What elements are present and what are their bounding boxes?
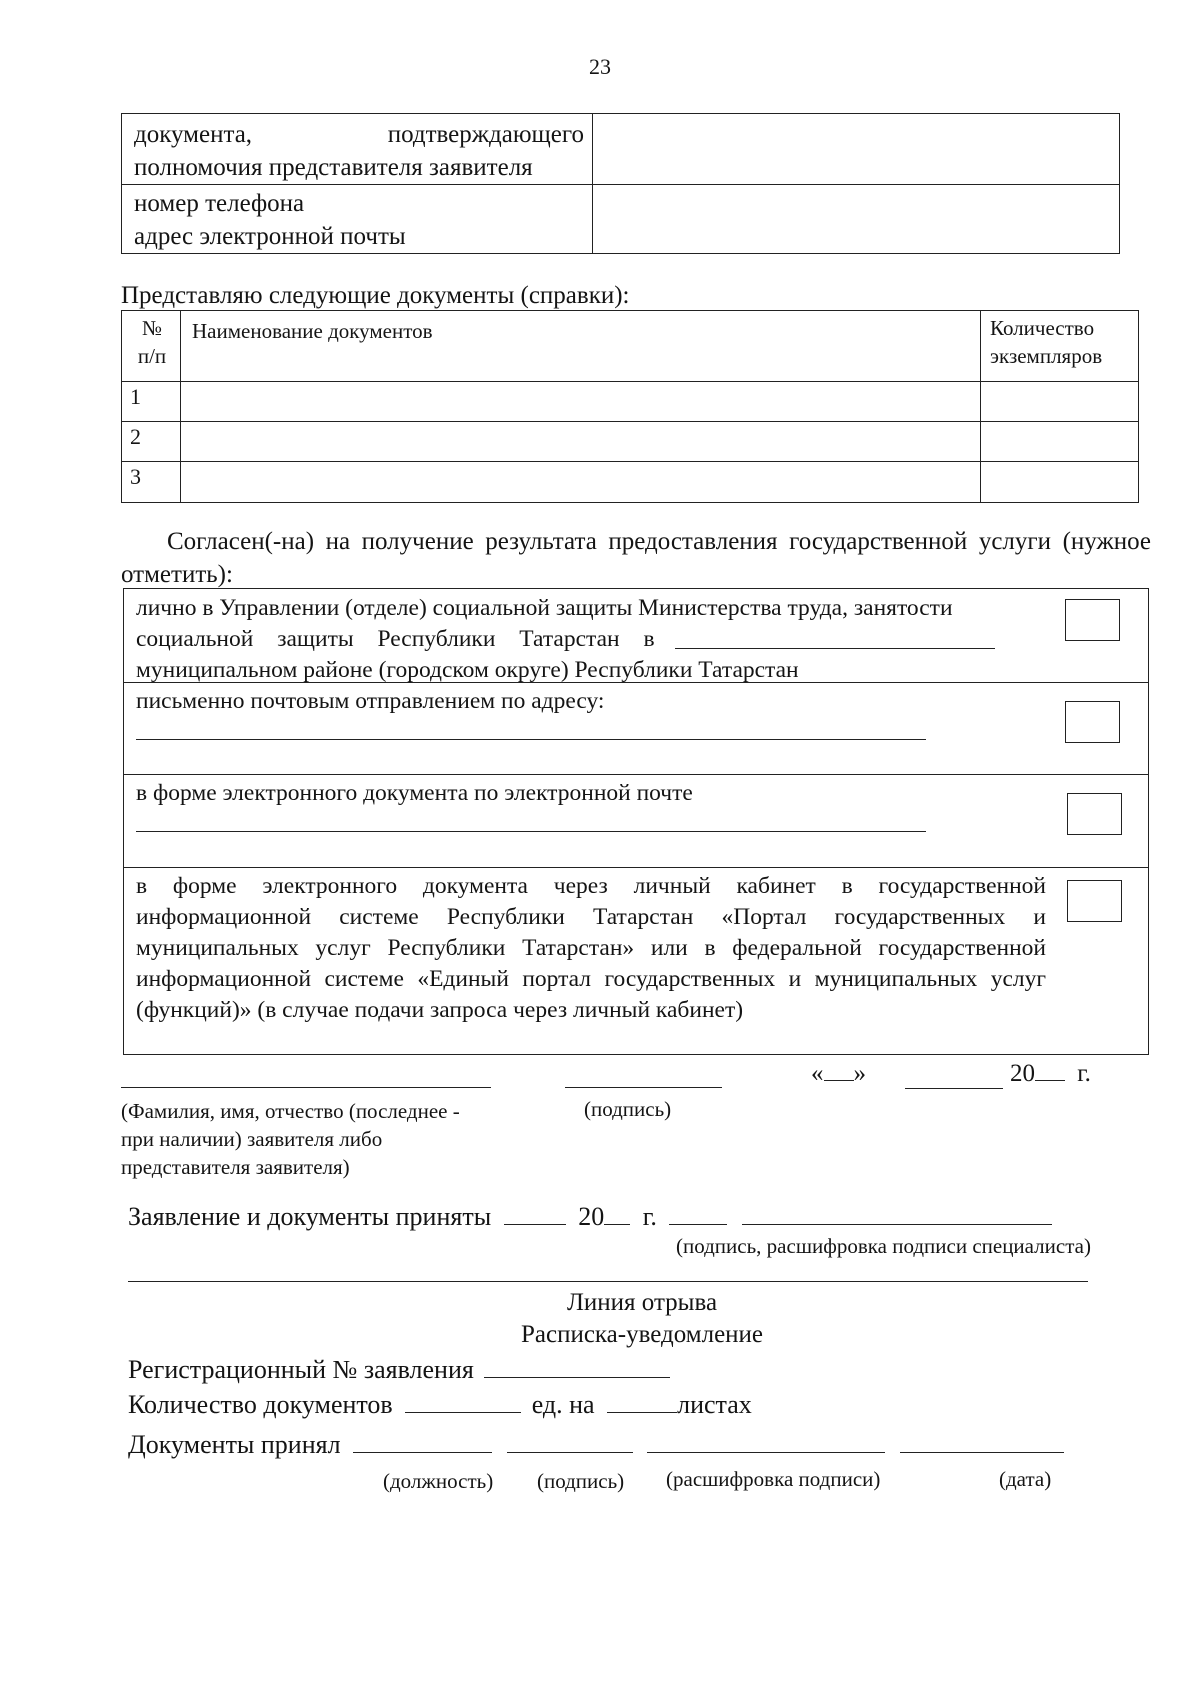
date-fill-line[interactable] [900,1452,1064,1453]
option-postal: письменно почтовым отправлением по адресу: [136,688,605,714]
documents-table [121,310,1139,503]
accepted-by-label: Документы принял [128,1430,341,1459]
phone-label: номер телефона [134,190,305,217]
caption-decoding: (расшифровка подписи) [666,1467,881,1491]
acceptance-date-line[interactable] [504,1224,566,1225]
quote-close: » [853,1060,866,1087]
table-row-number: 1 [130,384,141,409]
email-label: адрес электронной почты [134,223,406,250]
option-portal-checkbox[interactable] [1067,880,1122,922]
column-header-name: Наименование документов [192,319,433,343]
header-line: № [141,316,163,340]
postal-address-fill-line[interactable] [136,739,926,740]
option-text-line: лично в Управлении (отделе) социальной защиты Министерства труда, занятости [136,595,953,621]
year-prefix: 20 [1010,1060,1035,1087]
signature-fill-line[interactable] [507,1452,633,1453]
acceptance-caption: (подпись, расшифровка подписи специалиста) [676,1234,1091,1258]
table-divider [122,381,1138,382]
label-line: полномочия представителя заявителя [134,154,533,181]
header-line: экземпляров [990,344,1103,368]
delivery-options-table [123,588,1149,1055]
applicant-name-line[interactable] [121,1087,491,1088]
header-line: Количество [990,316,1095,340]
decoding-fill-line[interactable] [647,1452,885,1453]
table-divider [180,311,181,502]
reg-number-line[interactable] [484,1377,670,1378]
count-label: Количество документов [128,1390,393,1419]
page-number: 23 [589,54,611,79]
documents-intro: Представляю следующие документы (справки): [121,282,630,309]
option-in-person [136,593,1046,686]
consent-paragraph: Согласен(-на) на получение результата предоставления государственной услуги (нужное отметить): [121,528,1151,588]
district-fill-line[interactable] [675,648,995,649]
year-fill-line[interactable] [604,1224,630,1225]
sheets-fill-line[interactable] [607,1412,677,1413]
applicant-info-table [121,113,1120,254]
table-divider [122,184,1119,185]
month-fill-line[interactable] [905,1088,1003,1089]
date-year-field [1010,1060,1091,1088]
registration-number-row [128,1355,670,1385]
signature-caption: (подпись) [584,1097,672,1121]
caption-line: (Фамилия, имя, отчество (последнее - [121,1099,460,1123]
option-email-checkbox[interactable] [1067,793,1122,835]
caption-position: (должность) [383,1469,494,1493]
date-day-field [811,1060,866,1088]
year-suffix: г. [1077,1060,1091,1087]
header-line: п/п [137,344,167,368]
specialist-signature-line[interactable] [669,1224,727,1225]
day-fill-line[interactable] [824,1080,854,1081]
count-fill-line[interactable] [405,1412,521,1413]
label-word: документа, [134,121,253,148]
option-text-line: социальной защиты Республики Татарстан в [136,626,655,652]
receipt-title: Расписка-уведомление [520,1321,764,1348]
units-label: ед. на [531,1390,595,1419]
applicant-signature-line[interactable] [565,1087,722,1088]
year-fill-line[interactable] [1035,1080,1065,1081]
reg-number-label: Регистрационный № заявления [128,1355,474,1384]
caption-signature: (подпись) [537,1469,625,1493]
column-header-number [130,314,174,370]
caption-line: представителя заявителя) [121,1155,350,1179]
option-portal: в форме электронного документа через личный кабинет в государственной информационной системе Республики Татарстан «Портал государственных и муниципальных услуг Республики Татарстан» или в федеральной государственной информационной системе «Единый портал государственных и муниципальных услуг (функций)» (в случае подачи запроса через личный кабинет) [136,873,1046,1023]
option-email: в форме электронного документа по электронной почте [136,780,693,806]
year-prefix: 20 [578,1202,605,1231]
tear-line-label: Линия отрыва [566,1289,718,1316]
caption-line: при наличии) заявителя либо [121,1127,383,1151]
label-word: подтверждающего [387,121,584,148]
document-count-row [128,1390,752,1420]
authority-document-label [134,118,584,184]
table-divider [124,867,1148,868]
email-fill-line[interactable] [136,831,926,832]
accepted-by-row [128,1430,1064,1460]
option-text-line: муниципальном районе (городском округе) Республики Татарстан [136,657,799,683]
tear-off-line [128,1281,1088,1282]
sheets-label: листах [677,1390,752,1419]
column-header-quantity [990,314,1102,370]
year-suffix: г. [642,1202,657,1231]
acceptance-label: Заявление и документы приняты [128,1202,492,1231]
option-postal-checkbox[interactable] [1065,701,1120,743]
contacts-label [134,187,584,253]
applicant-name-caption [121,1097,460,1181]
table-divider [122,461,1138,462]
table-divider [122,421,1138,422]
quote-open: « [811,1060,824,1087]
table-row-number: 2 [130,424,141,449]
table-divider [980,311,981,502]
acceptance-row [128,1202,1052,1232]
option-in-person-checkbox[interactable] [1065,599,1120,641]
table-divider [124,774,1148,775]
table-row-number: 3 [130,464,141,489]
position-fill-line[interactable] [353,1452,492,1453]
caption-date: (дата) [999,1467,1052,1491]
specialist-name-line[interactable] [742,1224,1052,1225]
